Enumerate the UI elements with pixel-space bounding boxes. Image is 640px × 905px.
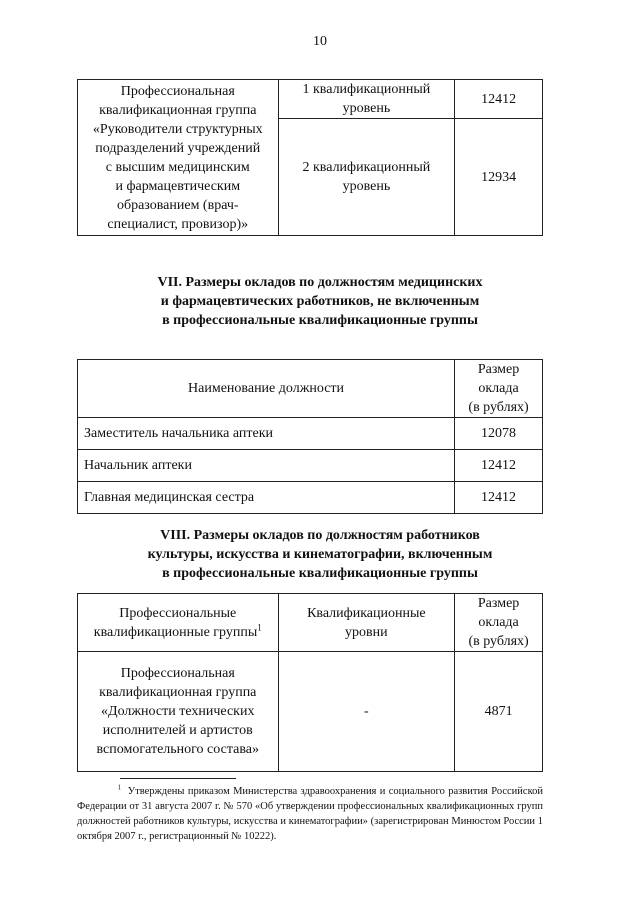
text-line: (в рублях) [468,634,529,649]
salary-cell: 12078 [455,418,543,450]
table-positions-not-in-groups [77,359,543,514]
heading-line: и фармацевтических работников, не включенным [160,294,480,309]
footnote [77,784,543,844]
text-line: специалист, провизор)» [107,216,249,232]
level-cell: - [278,652,455,772]
text-line: уровень [342,101,391,116]
footnote-marker: 1 [117,783,121,792]
table-row [78,482,543,514]
footnote-divider [120,778,236,779]
text-line [82,623,274,642]
table-row [78,450,543,482]
salary-cell: 12412 [455,482,543,514]
text-line: Размер оклада [477,596,520,630]
text-line: образованием (врач- [116,197,239,213]
heading-line: VII. Размеры окладов по должностям медицинских [157,275,483,290]
column-header-group [78,594,279,652]
salary-cell: 12934 [455,119,543,236]
text-line: с высшим медицинским [105,159,250,175]
text-line: Квалификационные [307,605,426,621]
text-line: Размер оклада [477,362,520,396]
text-line: «Руководители структурных [92,121,263,137]
level-cell [278,80,455,119]
footnote-reference[interactable]: 1 [257,621,262,632]
section-8-heading [0,526,640,583]
text-line: квалификационная группа [99,685,257,700]
footnote-text: Утверждены приказом Министерства здравоохранения и социального развития Российской Федерации от 31 августа 2007 г. № 570 «Об утверждении профессиональных квалификационных групп должностей работников культуры, искусства и кинематографии» (зарегистрирован Минюстом России 1 октября 2007 г., регистрационный № 10222). [77,786,544,842]
text-line: 2 квалификационный [302,160,431,175]
column-header-levels [278,594,455,652]
heading-line: культуры, искусства и кинематографии, включенным [147,547,493,562]
qualification-group-cell [78,652,279,772]
text-line: Профессиональная [120,666,235,681]
text-line: (в рублях) [468,400,529,415]
salary-cell: 12412 [455,450,543,482]
position-cell: Заместитель начальника аптеки [78,418,455,450]
text-line: вспомогательного состава» [96,742,259,757]
column-header-position: Наименование должности [78,360,455,418]
salary-cell: 4871 [455,652,543,772]
level-cell [278,119,455,236]
text-line: и фармацевтическим [115,178,241,194]
text-line: квалификационная группа [99,102,257,118]
qualification-group-cell [78,80,279,236]
section-7-heading [0,273,640,330]
text-line: подразделений учреждений [95,140,261,156]
text-line: Профессиональная [120,83,235,99]
text-line: Профессиональные [119,605,237,621]
table-row [78,418,543,450]
heading-line: в профессиональные квалификационные группы [162,313,478,328]
position-cell: Главная медицинская сестра [78,482,455,514]
column-header-salary [455,594,543,652]
text-line: исполнителей и артистов [102,723,253,738]
text-line: уровень [342,179,391,194]
table-culture-workers [77,593,543,772]
position-cell: Начальник аптеки [78,450,455,482]
heading-line: в профессиональные квалификационные группы [162,566,478,581]
text-line: уровни [345,624,388,640]
text-line: «Должности технических [101,704,255,719]
table-row [78,652,543,772]
text-line: 1 квалификационный [302,82,431,97]
page-number: 10 [313,34,327,49]
salary-cell: 12412 [455,80,543,119]
heading-line: VIII. Размеры окладов по должностям работников [160,528,480,543]
table-medical-managers [77,79,543,236]
column-header-salary [455,360,543,418]
text-line-part: квалификационные группы [93,624,258,640]
